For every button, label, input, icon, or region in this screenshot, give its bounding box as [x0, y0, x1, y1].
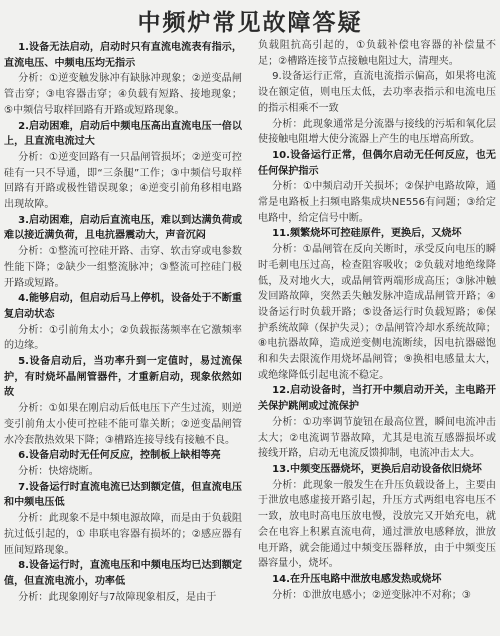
answer-paragraph: 分析：①泄放电感小；②逆变脉冲不对称；③: [272, 589, 471, 601]
question-heading: 3.启动困难，启动后直流电压，难以到达满负荷或难以接近满负荷，且电抗器震动大，声音沉闷: [4, 214, 242, 242]
answer-paragraph: 分析：①中频启动开关损坏；②保护电路故障，通常是电路板上扫频电路集成块NE556有问题；③给定电路中，给定信号中断。: [258, 181, 496, 224]
answer-paragraph: 分析：①引前角太小；②负载振荡频率在它激频率的边缘。: [4, 324, 242, 352]
answer-paragraph: 分析：①逆变触发脉冲有缺脉冲现象；②逆变晶闸管击穿；③电容器击穿；④负载有短路、接地现象；⑤中频信号取样回路有开路或短路现象。: [4, 73, 242, 116]
answer-paragraph: 分析：①晶闸管在反向关断时，承受反向电压的瞬时毛刺电压过高，检查阻容吸收；②负载对地绝缘降低，及对地火大，或晶闸管两端形成高压；③脉冲触发回路故障，突然丢失触发脉冲造成晶闸管开路；④设备运行时负载开路；⑤设备运行时负载短路；⑥保护系统故障（保护失灵）；⑦晶闸管冷却水系统故障；⑧电抗器故障，造成逆变侧电流断续，因电抗器磁饱和和失去限流作用烧坏晶闸管；⑨换相电感量太大，或绝缘降低引起电流不稳定。: [258, 244, 496, 381]
answer-paragraph: 分析：此现象刚好与7故障现象相反，是由于: [18, 591, 217, 603]
question-heading: 11.频繁烧坏可控硅原件，更换后，又烧坏: [272, 228, 462, 240]
question-heading: 5.设备启动后，当功率升到一定值时，易过流保护，有时烧坏晶闸管器件，才重新启动，现象依然如故: [4, 356, 242, 399]
question-heading: 1.设备无法启动，启动时只有直流电流表有指示，直流电压、中频电压均无指示: [4, 42, 242, 69]
answer-paragraph: 分析：①逆变回路有一只晶闸管损坏；②逆变可控硅有一只不导通，即“三条腿”工作；③中频信号取样回路有开路或极性错误现象；④逆变引前角移相电路出现故障。: [4, 151, 242, 211]
page-title: 中频炉常见故障答疑: [137, 10, 363, 36]
question-heading: 13.中频变压器烧坏，更换后启动设备依旧烧坏: [272, 463, 482, 475]
answer-paragraph: 分析：此现象不是中频电源故障，而是由于负载阻抗过低引起的，① 串联电容器有损坏的；②感应器有匝间短路现象。: [4, 513, 242, 556]
right-column: [258, 38, 496, 603]
answer-paragraph: 9.设备运行正常，直流电流指示偏高，如果将电流设在额定值，则电压太低，去功率表指示和电流电压的指示相乘不一致: [258, 71, 496, 114]
answer-paragraph: 分析：此现象通常是分流器与接线的污垢和氧化层使接触电阻增大使分流器上产生的电压增高所致。: [258, 118, 496, 146]
question-heading: 14.在升压电路中泄放电感发热或烧坏: [272, 573, 442, 585]
question-heading: 10.设备运行正常，但偶尔启动无任何反应，也无任何保护指示: [258, 149, 496, 177]
question-heading: 6.设备启动时无任何反应，控制板上缺相等亮: [18, 450, 221, 462]
answer-paragraph: 分析：①功率调节旋钮在最高位置，瞬间电流冲击太大；②电流调节器故障，尤其是电流互感器损坏或接线开路，启动无电流反馈抑制，电流冲击太大。: [258, 416, 496, 460]
answer-paragraph: 分析：①如果在刚启动后低电压下产生过流，则逆变引前角太小使可控硅不能可靠关断；②逆变晶闸管水冷套散热效果下降；③槽路连接导线有接触不良。: [4, 403, 242, 446]
question-heading: 2.启动困难，启动后中频电压高出直流电压一倍以上，且直流电流过大: [4, 120, 242, 148]
answer-paragraph: 分析：此现象一般发生在升压负载设备上，主要由于泄放电感虚接开路引起，升压方式两组电容电压不一致，放电时高电压放电慢，没放完又开始充电，就会在电容上积累直流电荷，通过泄放电感释放，泄放电开路，就会能通过中频变压器释放，由于中频变压器容量小，烧坏。: [258, 479, 496, 570]
answer-paragraph: 负载阻抗高引起的，①负载补偿电容器的补偿量不足；②槽路连接节点接触电阻过大，清理夹。: [258, 40, 496, 67]
answer-paragraph: 分析：快熔烧断。: [18, 465, 99, 477]
question-heading: 12.启动设备时，当打开中频启动开关，主电路开关保护跳闸或过流保护: [258, 385, 496, 413]
question-heading: 8.设备运行时，直流电压和中频电压均已达到额定值，但直流电流小，功率低: [4, 560, 242, 587]
question-heading: 7.设备运行时直流电流已达到额定值，但直流电压和中频电压低: [4, 481, 242, 509]
answer-paragraph: 分析：①整流可控硅开路、击穿、软击穿或电参数性能下降；②缺少一组整流脉冲；③整流可控硅门极开路或短路。: [4, 246, 242, 289]
left-column: [4, 40, 242, 605]
question-heading: 4.能够启动，但启动后马上停机，设备处于不断重复启动状态: [4, 293, 242, 320]
